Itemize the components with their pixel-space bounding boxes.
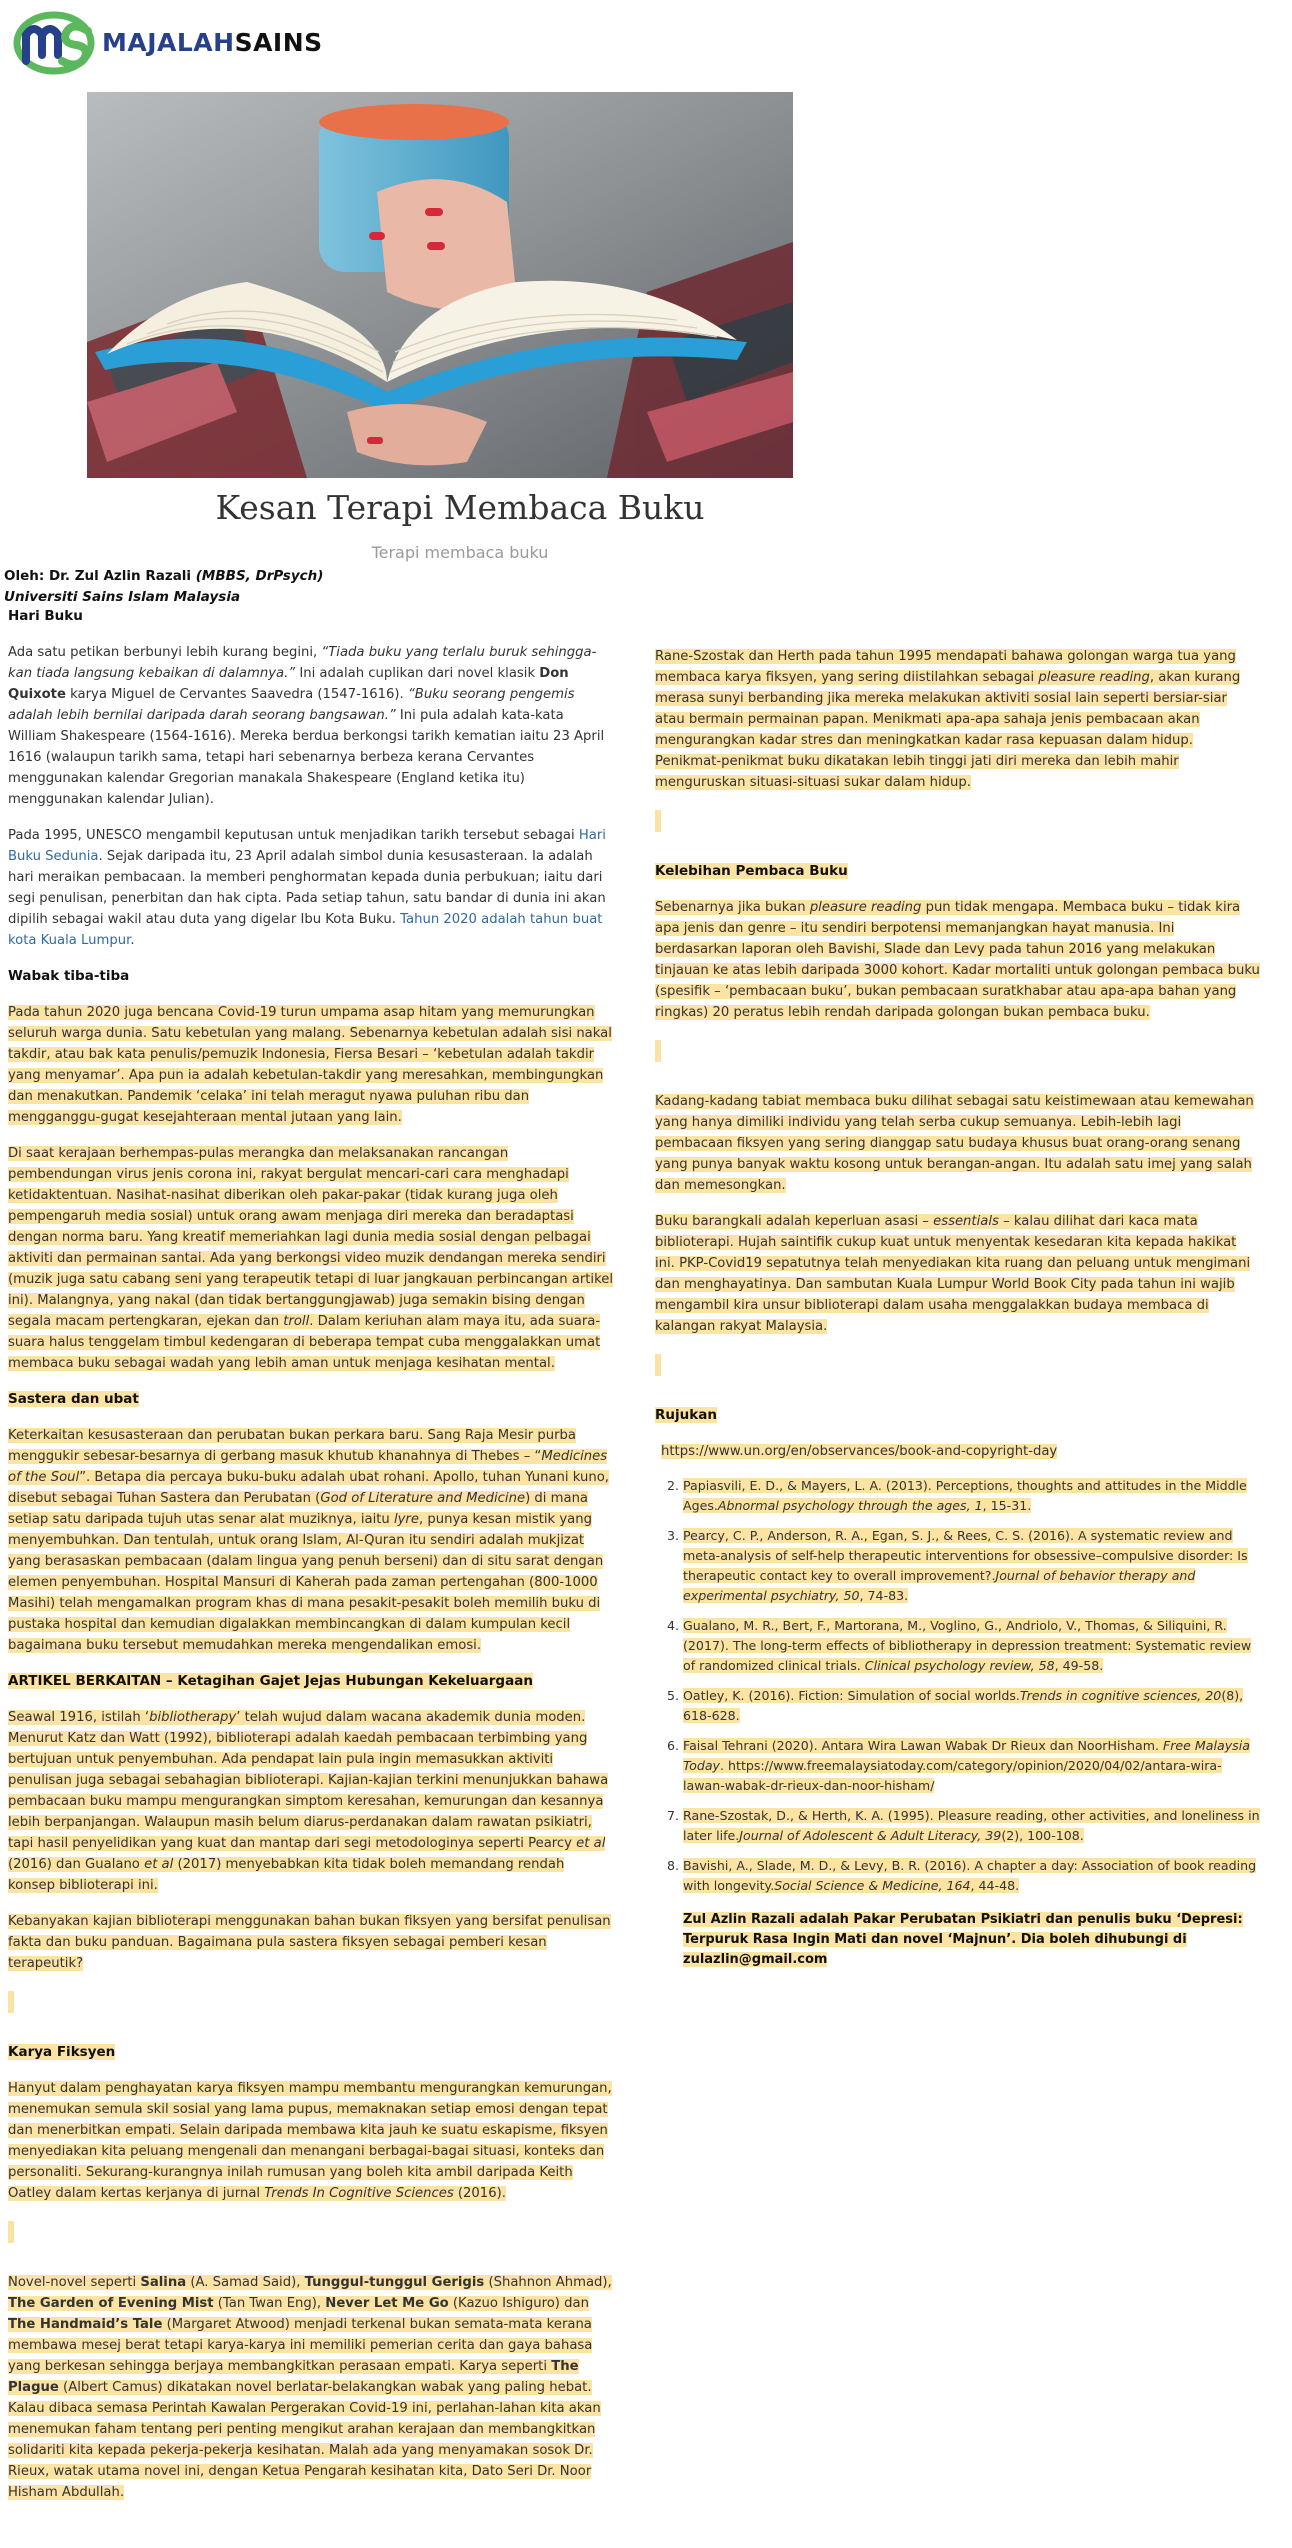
majalah-sains-logo-icon bbox=[12, 9, 100, 75]
paragraph-fiksyen-question: Kebanyakan kajian biblioterapi menggunakan bahan bukan fiksyen yang bersifat penulisan fakta dan buku panduan. Bagaimana pula sastera fiksyen sebagai pemberi kesan terapeutik? bbox=[8, 1914, 611, 1971]
related-article-link[interactable]: ARTIKEL BERKAITAN – Ketagihan Gajet Jejas Hubungan Kekeluargaan bbox=[8, 1673, 533, 1689]
reference-item: 2. Papiasvili, E. D., & Mayers, L. A. (2013). Perceptions, thoughts and attitudes in the Middle Ages.Abnormal psychology through the ages, 1, 15-31. bbox=[683, 1476, 1260, 1516]
paragraph-rane-szostak: Rane-Szostak dan Herth pada tahun 1995 mendapati bahawa golongan warga tua yang membaca karya fiksyen, yang sering diistilahkan sebagai pleasure reading, akan kurang merasa sunyi berbanding jika mereka melakukan aktiviti sosial lain seperti bersiar-siar atau bermain permainan papan. Menikmati apa-apa sahaja jenis pembacaan akan mengurangkan kadar stres dan meningkatkan kadar rasa kepuasan dalam hidup. Penikmat-penikmat buku dikatakan lebih tinggi jati diri mereka dan lebih mahir menguruskan situasi-situasi sukar dalam hidup. bbox=[655, 649, 1241, 790]
site-name-part1: MAJALAH bbox=[102, 27, 235, 57]
left-column bbox=[8, 606, 614, 2518]
reference-item: 5. Oatley, K. (2016). Fiction: Simulation of social worlds.Trends in cognitive sciences, 20(8), 618-628. bbox=[683, 1686, 1260, 1726]
reference-item: 8. Bavishi, A., Slade, M. D., & Levy, B. R. (2016). A chapter a day: Association of book reading with longevity.Social Science & Medicine, 164, 44-48. bbox=[683, 1856, 1260, 1896]
paragraph-hari-buku-2: Pada 1995, UNESCO mengambil keputusan untuk menjadikan tarikh tersebut sebagai Hari Buku Sedunia. Sejak daripada itu, 23 April adalah simbol dunia kesusasteraan. Ia adalah hari meraikan pembacaan. Ia memberi penghormatan kepada dunia perbukuan; iaitu dari segi penulisan, penerbitan dan hak cipta. Pada setiap tahun, satu bandar di dunia ini akan dipilih sebagai wakil atau duta yang digelar Ibu Kota Buku. Tahun 2020 adalah tahun buat kota Kuala Lumpur. bbox=[8, 828, 606, 948]
paragraph-wabak-2: Di saat kerajaan berhempas-pulas merangka dan melaksanakan rancangan pembendungan virus jenis corona ini, rakyat bergulat mencari-cari cara menghadapi ketidaktentuan. Nasihat-nasihat diberikan oleh pakar-pakar (tidak kurang juga oleh pempengaruh media sosial) untuk orang awam menjaga diri mereka dan beradaptasi dengan norma baru. Yang kreatif memeriahkan lagi dunia media sosial dengan pelbagai aktiviti dan permainan santai. Ada yang berkongsi video muzik dendangan mereka sendiri (muzik juga satu cabang seni yang terapeutik tetapi di luar jangkauan perbincangan artikel ini). Malangnya, yang nakal (dan tidak bertanggungjawab) juga semakin bising dengan segala macam pertengkaran, ejekan dan troll. Dalam keriuhan alam maya itu, ada suara-suara halus tenggelam timbul kedengaran di beberapa tempat cuba menggalakkan umat membaca buku sebagai wadah yang lebih aman untuk menjaga kesihatan mental. bbox=[8, 1146, 614, 1371]
paragraph-wabak-1: Pada tahun 2020 juga bencana Covid-19 turun umpama asap hitam yang memurungkan seluruh warga dunia. Satu kebetulan yang malang. Sebenarnya kebetulan adalah sisi nakal takdir, atau bak kata penulis/pemuzik Indonesia, Fiersa Besari – ‘kebetulan adalah takdir yang menyamar’. Apa pun ia adalah kebetulan-takdir yang meresahkan, membingungkan dan menakutkan. Pandemik ‘celaka’ ini telah meragut nyawa puluhan ribu dan mengganggu-gugat kesejahteraan mental jutaan yang lain. bbox=[8, 1005, 612, 1125]
paragraph-karya-2: Novel-novel seperti Salina (A. Samad Said), Tunggul-tunggul Gerigis (Shahnon Ahmad), The Garden of Evening Mist (Tan Twan Eng), Never Let Me Go (Kazuo Ishiguro) dan The Handmaid’s Tale (Margaret Atwood) menjadi terkenal bukan semata-mata kerana membawa mesej berat tetapi karya-karya ini memiliki pemerian cerita dan gaya bahasa yang berkesan sehingga berjaya membangkitkan perasaan empati. Karya seperti The Plague (Albert Camus) dikatakan novel berlatar-belakangkan wabak yang paling hebat. Kalau dibaca semasa Perintah Kawalan Pergerakan Covid-19 ini, perlahan-lahan kita akan menemukan faham tentang peri penting mengikut arahan kerajaan dan membangkitkan solidariti kita kepada pekerja-pekerja kesihatan. Malah ada yang menyamakan sosok Dr. Rieux, watak utama novel ini, dengan Ketua Pengarah kesihatan kita, Dato Seri Dr. Noor Hisham Abdullah. bbox=[8, 2275, 612, 2500]
paragraph-biblioterapi: Seawal 1916, istilah ‘bibliotherapy’ telah wujud dalam wacana akademik dunia moden. Menurut Katz dan Watt (1992), biblioterapi adalah kaedah pembacaan terbimbing yang bertujuan untuk penyembuhan. Ada pendapat lain pula ingin memasukkan aktiviti penulisan juga sebagai sebahagian biblioterapi. Kajian-kajian terkini menunjukkan bahawa pembacaan buku mampu mengurangkan simptom keresahan, kemurungan dan kesannya lebih berpanjangan. Walaupun masih belum diarus-perdanakan dalam rawatan psikiatri, tapi hasil penyelidikan yang kuat dan mantap dari segi metodologinya seperti Pearcy et al (2016) dan Gualano et al (2017) menyebabkan kita tidak boleh memandang rendah konsep biblioterapi ini. bbox=[8, 1710, 609, 1893]
image-caption: Terapi membaca buku bbox=[371, 543, 549, 562]
heading-hari-buku: Hari Buku bbox=[8, 608, 83, 624]
paragraph-kelebihan: Sebenarnya jika bukan pleasure reading pun tidak mengapa. Membaca buku – tidak kira apa jenis dan genre – itu sendiri berpotensi memanjangkan hayat manusia. Ini berdasarkan laporan oleh Bavishi, Slade dan Levy pada tahun 2016 yang melakukan tinjauan ke atas lebih daripada 3000 kohort. Kadar mortaliti untuk golongan pembaca buku (spesifik – ‘pembacaan buku’, bukan pembacaan suratkhabar atau apa-apa bahan yang ringkas) 20 peratus lebih rendah daripada golongan bukan pembaca buku. bbox=[655, 900, 1260, 1020]
heading-wabak: Wabak tiba-tiba bbox=[8, 968, 130, 984]
byline bbox=[4, 566, 323, 608]
paragraph-keistimewaan: Kadang-kadang tabiat membaca buku dilihat sebagai satu keistimewaan atau kemewahan yang hanya dimiliki individu yang telah serba cukup semuanya. Lebih-lebih lagi pembacaan fiksyen yang sering dianggap satu budaya khusus buat orang-orang senang yang punya banyak waktu kosong untuk berangan-angan. Itu adalah satu imej yang salah dan memesongkan. bbox=[655, 1094, 1254, 1193]
paragraph-karya-1: Hanyut dalam penghayatan karya fiksyen mampu membantu mengurangkan kemurungan, menemukan semula skil sosial yang lama pupus, memaknakan setiap emosi dengan tepat dan menerbitkan empati. Selain daripada membawa kita jauh ke suatu eskapisme, fiksyen menyediakan kita peluang mengenali dan menangani berbagai-bagai situasi, konteks dan personaliti. Sekurang-kurangnya inilah rumusan yang boleh kita ambil daripada Keith Oatley dalam kertas kerjanya di jurnal Trends In Cognitive Sciences (2016). bbox=[8, 2081, 612, 2201]
byline-author: Oleh: Dr. Zul Azlin Razali bbox=[4, 568, 192, 584]
byline-institution: Universiti Sains Islam Malaysia bbox=[4, 589, 241, 605]
right-column bbox=[655, 646, 1260, 1970]
site-name-part2: SAINS bbox=[234, 27, 323, 57]
paragraph-hari-buku-1: Ada satu petikan berbunyi lebih kurang begini, “Tiada buku yang terlalu buruk sehinggakan tiada langsung kebaikan di dalamnya.” Ini adalah cuplikan dari novel klasik Don Quixote karya Miguel de Cervantes Saavedra (1547-1616). “Buku seorang pengemis adalah lebih bernilai daripada darah seorang bangsawan.” Ini pula adalah kata-kata William Shakespeare (1564-1616). Mereka berdua berkongsi tarikh kematian iaitu 23 April 1616 (walaupun tarikh sama, tetapi hari sebenarnya berbeza kerana Cervantes menggunakan kalendar Gregorian manakala Shakespeare (England ketika itu) menggunakan kalendar Julian). bbox=[8, 645, 605, 807]
reference-item: 7. Rane-Szostak, D., & Herth, K. A. (1995). Pleasure reading, other activities, and loneliness in later life.Journal of Adolescent & Adult Literacy, 39(2), 100-108. bbox=[683, 1806, 1260, 1846]
site-logo[interactable] bbox=[12, 6, 323, 78]
paragraph-sastera: Keterkaitan kesusasteraan dan perubatan bukan perkara baru. Sang Raja Mesir purba menggukir sebesar-besarnya di gerbang masuk khutub khanahnya di Thebes – “Medicines of the Soul”. Betapa dia percaya buku-buku adalah ubat rohani. Apollo, tuhan Yunani kuno, disebut sebagai Tuhan Sastera dan Perubatan (God of Literature and Medicine) di mana setiap satu daripada tujuh utas senar alat muziknya, iaitu lyre, punya kesan mistik yang menyembuhkan. Dan tentulah, untuk orang Islam, Al-Quran itu sendiri adalah mukjizat yang berasaskan pembacaan (dalam lingua yang penuh berseni) dan di situ sarat dengan elemen penyembuhan. Hospital Mansuri di Kaherah pada zaman pertengahan (800-1000 Masihi) telah mengamalkan program khas di mana pesakit-pesakit boleh memilih buku di pustaka hospital dan kemudian digalakkan membincangkan di dalam kumpulan kecil bagaimana buku tersebut memudahkan mereka mengendalikan emosi. bbox=[8, 1428, 609, 1653]
link-kuala-lumpur-2020[interactable]: Tahun 2020 adalah tahun buat kota Kuala Lumpur bbox=[8, 912, 603, 948]
reference-url[interactable]: https://www.un.org/en/observances/book-and-copyright-day bbox=[661, 1444, 1058, 1459]
reference-list bbox=[655, 1476, 1260, 1896]
reference-item: 4. Gualano, M. R., Bert, F., Martorana, M., Voglino, G., Andriolo, V., Thomas, & Siliquini, R. (2017). The long-term effects of bibliotherapy in depression treatment: Systematic review of randomized clinical trials. Clinical psychology review, 58, 49-58. bbox=[683, 1616, 1260, 1676]
article-title: Kesan Terapi Membaca Buku bbox=[215, 488, 705, 527]
heading-karya-fiksyen: Karya Fiksyen bbox=[8, 2044, 116, 2060]
paragraph-keperluan-asasi: Buku barangkali adalah keperluan asasi – essentials – kalau dilihat dari kaca mata biblioterapi. Hujah saintifik cukup kuat untuk menyentak kesedaran kita kepada hakikat ini. PKP-Covid19 sepatutnya telah menyediakan kita ruang dan peluang untuk mengimani dan menghayatinya. Dan sambutan Kuala Lumpur World Book City pada tahun ini wajib mengambil kira unsur biblioterapi dalam usaha menggalakkan budaya membaca di kalangan rakyat Malaysia. bbox=[655, 1214, 1251, 1334]
heading-rujukan: Rujukan bbox=[655, 1407, 717, 1423]
hero-image bbox=[87, 92, 793, 478]
reference-item: 6. Faisal Tehrani (2020). Antara Wira Lawan Wabak Dr Rieux dan NoorHisham. Free Malaysia Today. https://www.freemalaysiatoday.com/category/opinion/2020/04/02/antara-wira-lawan-wabak-dr-rieux-dan-noor-hisham/ bbox=[683, 1736, 1260, 1796]
highlight-spacer bbox=[8, 2221, 14, 2243]
highlight-spacer bbox=[8, 1991, 14, 2013]
link-hari-buku-sedunia[interactable]: Hari Buku Sedunia bbox=[8, 828, 606, 864]
heading-kelebihan: Kelebihan Pembaca Buku bbox=[655, 863, 848, 879]
heading-sastera: Sastera dan ubat bbox=[8, 1391, 139, 1407]
byline-credentials: (MBBS, DrPsych) bbox=[195, 568, 324, 584]
highlight-spacer bbox=[655, 1040, 661, 1062]
highlight-spacer bbox=[655, 810, 661, 832]
highlight-spacer bbox=[655, 1354, 661, 1376]
reference-item: 3. Pearcy, C. P., Anderson, R. A., Egan, S. J., & Rees, C. S. (2016). A systematic review and meta-analysis of self-help therapeutic interventions for obsessive–compulsive disorder: Is therapeutic contact key to overall improvement?.Journal of behavior therapy and experimental psychiatry, 50, 74-83. bbox=[683, 1526, 1260, 1606]
author-note: Zul Azlin Razali adalah Pakar Perubatan Psikiatri dan penulis buku ‘Depresi: Terpuruk Rasa Ingin Mati dan novel ‘Majnun’. Dia boleh dihubungi di zulazlin@gmail.com bbox=[683, 1912, 1243, 1967]
site-name bbox=[102, 28, 323, 57]
